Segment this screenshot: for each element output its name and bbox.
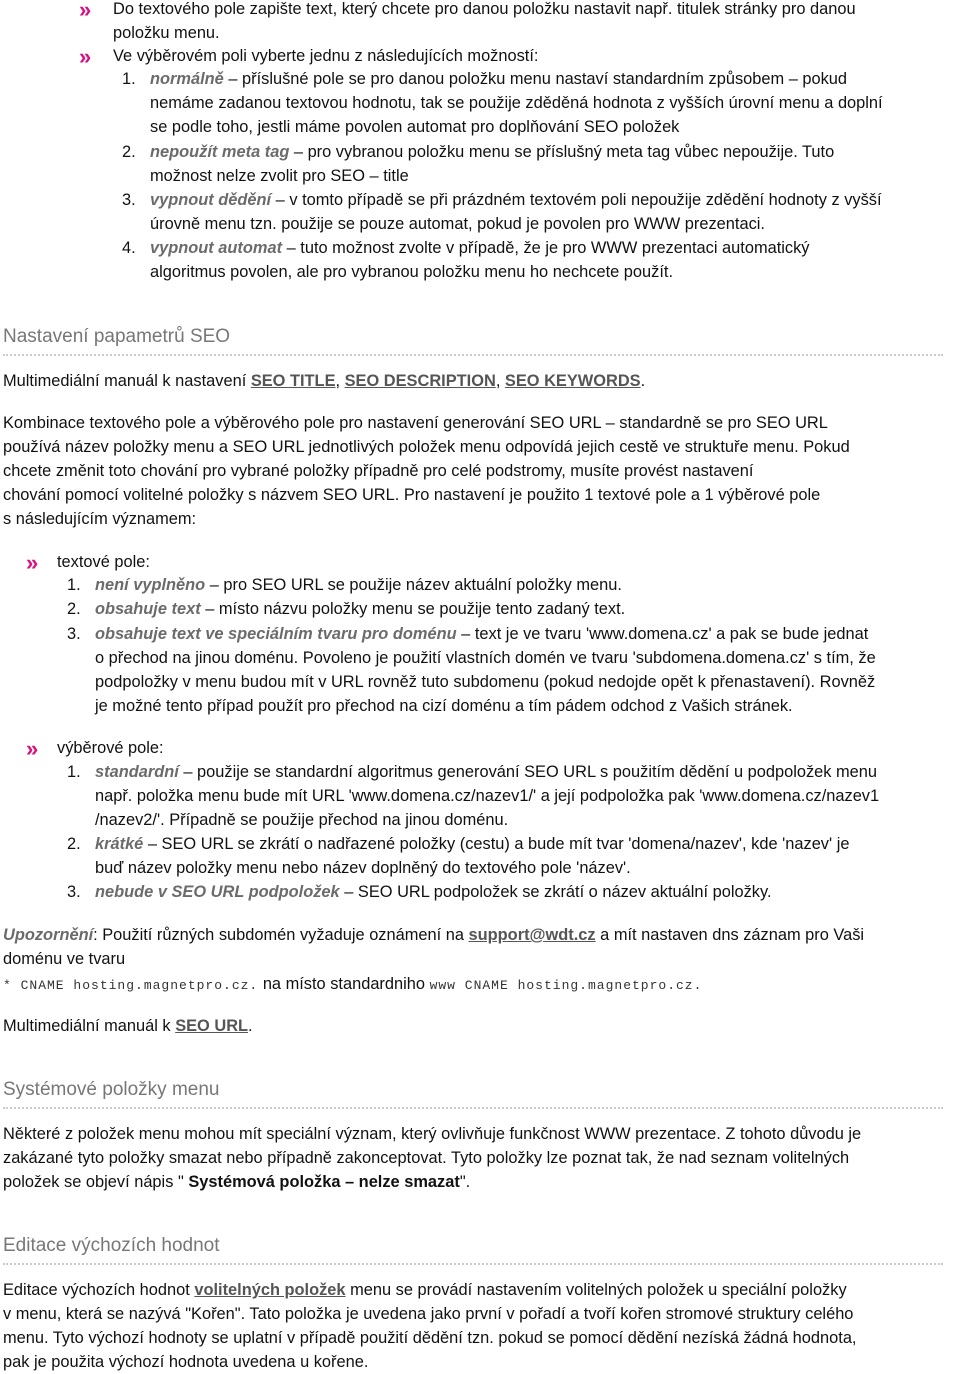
seo-url-link[interactable]: SEO URL (175, 1017, 249, 1035)
bullet-text: položku menu. (113, 24, 220, 42)
manual-line (3, 369, 645, 393)
list-number: 2. (67, 600, 81, 618)
cname-code-standard: www CNAME hosting.magnetpro.cz. (429, 978, 703, 993)
item-desc: – pro SEO URL se použije název aktuální položky menu. (205, 576, 622, 594)
warning-label: Upozornění (3, 926, 94, 944)
list-item-cont: nemáme zadanou textovou hodnotu, tak se použije zděděná hodnota z vyšších úrovní menu a doplní (150, 94, 883, 112)
cname-code: * CNAME hosting.magnetpro.cz. (3, 978, 259, 993)
list-item-cont: úrovně menu tzn. použije se pouze automat, pokud je povolen pro WWW prezentaci. (150, 215, 765, 233)
bullet-text: Ve výběrovém poli vyberte jednu z následujících možností: (113, 47, 539, 65)
item-term: obsahuje text (95, 600, 201, 618)
paragraph-line: v menu, která se nazývá "Kořen". Tato položka je uvedena jako první v pořadí a tvoří kořen stromové struktury celého (3, 1305, 854, 1323)
list-item-cont: algoritmus povolen, ale pro vybranou položku menu ho nechcete použít. (150, 263, 674, 281)
list-number: 3. (67, 625, 81, 643)
item-term: nebude v SEO URL podpoložek (95, 883, 340, 901)
separator: , (495, 372, 505, 390)
paragraph-line: Kombinace textového pole a výběrového pole pro nastavení generování SEO URL – standardně se pro SEO URL (3, 414, 828, 432)
list-item (150, 67, 847, 91)
text: menu se provádí nastavením volitelných položek u speciální položky (345, 1281, 847, 1299)
list-number: 1. (67, 763, 81, 781)
url-manual-line (3, 1014, 253, 1038)
list-item (95, 760, 877, 784)
option-term: vypnout automat (150, 239, 283, 257)
list-item-cont: se podle toho, jestli máme povolen automat pro doplňování SEO položek (150, 118, 680, 136)
paragraph-line: používá název položky menu a SEO URL jednotlivých položek menu odpovídá jejich cestě ve struktuře menu. Pokud (3, 438, 850, 456)
list-item (95, 832, 849, 856)
item-desc: – SEO URL podpoložek se zkrátí o název aktuální položky. (339, 883, 772, 901)
option-desc: – příslušné pole se pro danou položku menu nastaví standardním způsobem – pokud (223, 70, 848, 88)
separator: , (335, 372, 345, 390)
list-item-cont: možnost nelze zvolit pro SEO – title (150, 167, 409, 185)
bullet-arrow-icon: » (79, 0, 89, 22)
item-desc: – text je ve tvaru 'www.domena.cz' a pak se bude jednat (456, 625, 869, 643)
option-desc: – pro vybranou položku menu se příslušný meta tag vůbec nepoužije. Tuto (289, 143, 835, 161)
support-email-link[interactable]: support@wdt.cz (468, 926, 596, 944)
item-desc: – použije se standardní algoritmus generování SEO URL s použitím dědění u podpoložek menu (178, 763, 878, 781)
list-item-cont: /nazev2/'. Případně se použije přechod na jinou doménu. (95, 811, 509, 829)
text-field-label: textové pole: (57, 553, 150, 571)
option-desc: – tuto možnost zvolte v případě, že je pro WWW prezentaci automatický (282, 239, 810, 257)
manual-prefix: Multimediální manuál k nastavení (3, 372, 251, 390)
text: Editace výchozích hodnot (3, 1281, 195, 1299)
cname-mid: na místo standardniho (262, 975, 425, 993)
item-term: obsahuje text ve speciálním tvaru pro doménu (95, 625, 457, 643)
warning-line-2: doménu ve tvaru (3, 950, 126, 968)
paragraph-line: pak je použita výchozí hodnota uvedena u kořene. (3, 1353, 369, 1371)
seo-description-link[interactable]: SEO DESCRIPTION (344, 372, 496, 390)
option-desc: – v tomto případě se při prázdném textovém poli nepoužije zdědění hodnoty z vyšší (271, 191, 882, 209)
option-term: normálně (150, 70, 224, 88)
optional-items-link[interactable]: volitelných položek (194, 1281, 346, 1299)
bullet-arrow-icon: » (26, 736, 36, 761)
paragraph-line: s následujícím významem: (3, 510, 197, 528)
paragraph-line: zakázané tyto položky smazat nebo případně zakonceptovat. Tyto položky lze poznat tak, že nad seznam volitelných (3, 1149, 850, 1167)
item-term: standardní (95, 763, 179, 781)
bullet-text: Do textového pole zapište text, který chcete pro danou položku nastavit např. titulek stránky pro danou (113, 0, 856, 18)
paragraph-line (3, 1278, 847, 1302)
list-item-cont: podpoložky v menu budou mít v URL rovněž tuto subdomenu (pokud nedojde opět k přenastavení). Rovněž (95, 673, 876, 691)
paragraph-line: menu. Tyto výchozí hodnoty se uplatní v případě použití dědění tzn. pokud se pomocí dědění nezíská žádná hodnota, (3, 1329, 857, 1347)
system-item-note: Systémová položka – nelze smazat (188, 1173, 460, 1191)
bullet-arrow-icon: » (26, 550, 36, 575)
list-item (150, 188, 882, 212)
list-item (95, 597, 625, 621)
manual-suffix: . (248, 1017, 253, 1035)
cname-line (3, 972, 702, 998)
list-number: 3. (67, 883, 81, 901)
list-item-cont: buď název položky menu nebo název doplněný do textového pole 'název'. (95, 859, 631, 877)
list-item (95, 622, 868, 646)
section-heading-defaults: Editace výchozích hodnot (3, 1233, 943, 1265)
list-number: 2. (122, 143, 136, 161)
warning-text: a mít nastaven dns záznam pro Vaši (595, 926, 865, 944)
list-item-cont: např. položka menu bude mít URL 'www.domena.cz/nazev1/' a její podpoložka pak 'www.domena.cz/nazev1 (95, 787, 880, 805)
option-term: vypnout dědění (150, 191, 272, 209)
section-heading-seo: Nastavení papametrů SEO (3, 324, 943, 356)
section-heading-system: Systémové položky menu (3, 1077, 943, 1109)
list-item (150, 236, 810, 260)
list-item-cont: o přechod na jinou doménu. Povoleno je použití vlastních domén ve tvaru 'subdomena.domena.cz' s tím, že (95, 649, 876, 667)
paragraph-line: chování pomocí volitelné položky s názvem SEO URL. Pro nastavení je použito 1 textové pole a 1 výběrové pole (3, 486, 821, 504)
item-desc: – SEO URL se zkrátí o nadřazené položky (cestu) a bude mít tvar 'domena/nazev', kde 'nazev' je (143, 835, 850, 853)
text: ". (459, 1173, 471, 1191)
list-number: 4. (122, 239, 136, 257)
list-item (95, 573, 622, 597)
text: položek se objeví nápis " (3, 1173, 189, 1191)
list-item-cont: je možné tento případ použít pro přechod na cizí doménu a tím pádem odchod z Vašich stránek. (95, 697, 793, 715)
seo-keywords-link[interactable]: SEO KEYWORDS (504, 372, 641, 390)
manual-suffix: . (640, 372, 646, 390)
list-item (95, 880, 772, 904)
item-desc: – místo názvu položky menu se použije tento zadaný text. (200, 600, 626, 618)
list-number: 2. (67, 835, 81, 853)
list-number: 3. (122, 191, 136, 209)
list-number: 1. (122, 70, 136, 88)
paragraph-line (3, 1170, 470, 1194)
option-term: nepoužít meta tag (150, 143, 290, 161)
paragraph-line: chcete změnit toto chování pro vybrané položky případně pro celé podstromy, musíte provést nastavení (3, 462, 754, 480)
list-number: 1. (67, 576, 81, 594)
list-item (150, 140, 834, 164)
item-term: krátké (95, 835, 144, 853)
manual-prefix: Multimediální manuál k (3, 1017, 176, 1035)
warning-text: : Použití různých subdomén vyžaduje oznámení na (93, 926, 469, 944)
seo-title-link[interactable]: SEO TITLE (250, 372, 336, 390)
warning-line (3, 923, 864, 947)
select-field-label: výběrové pole: (57, 739, 164, 757)
paragraph-line: Některé z položek menu mohou mít speciální význam, který ovlivňuje funkčnost WWW prezentace. Z tohoto důvodu je (3, 1125, 862, 1143)
item-term: není vyplněno (95, 576, 206, 594)
bullet-arrow-icon: » (79, 44, 89, 69)
